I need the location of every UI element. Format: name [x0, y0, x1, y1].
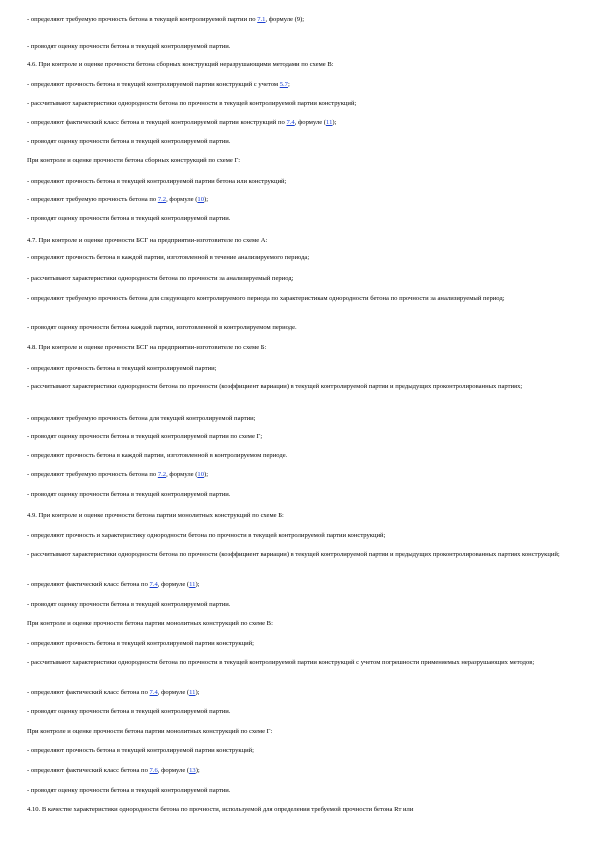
paragraph	[27, 177, 575, 186]
cross-reference-link[interactable]: 10	[197, 196, 204, 203]
paragraph-text: 4.8. При контроле и оценке прочности БСГ на предприятии-изготовителе по схеме Б:	[27, 344, 267, 351]
paragraph-text: );	[195, 767, 200, 774]
paragraph-text: - определяют требуемую прочность бетона по	[27, 196, 158, 203]
cross-reference-link[interactable]: 7.4	[286, 119, 295, 126]
paragraph	[27, 323, 575, 332]
paragraph-text: - определяют требуемую прочность бетона для текущей контролируемой партии;	[27, 415, 256, 422]
paragraph-text: - проводят оценку прочности бетона в текущей контролируемой партии.	[27, 43, 231, 50]
paragraph-text: );	[332, 119, 337, 126]
paragraph-text: 4.10. В качестве характеристики однородности бетона по прочности, используемой для определения требуемой прочности бетона Rт или	[27, 806, 414, 813]
paragraph-text: - определяют прочность и характеристику однородности бетона по прочности в текущей контролируемой партии конструкций;	[27, 532, 386, 539]
paragraph-text: , формуле (	[166, 196, 198, 203]
paragraph-text: );	[195, 581, 200, 588]
paragraph-text: - определяют прочность бетона в текущей контролируемой партии;	[27, 365, 217, 372]
cross-reference-link[interactable]: 7.4	[149, 581, 158, 588]
paragraph	[27, 531, 575, 540]
paragraph-text: - проводят оценку прочности бетона в текущей контролируемой партии.	[27, 138, 231, 145]
paragraph-text: - определяют прочность бетона в каждой партии, изготовленной в контролируемом периоде.	[27, 452, 288, 459]
paragraph-text: - определяют прочность бетона в текущей контролируемой партии бетона или конструкций;	[27, 178, 287, 185]
paragraph	[27, 619, 575, 628]
paragraph	[27, 490, 575, 499]
paragraph-text: , формуле (	[294, 119, 327, 126]
paragraph	[27, 236, 575, 245]
paragraph	[27, 253, 575, 262]
paragraph-text: - проводят оценку прочности бетона в текущей контролируемой партии.	[27, 491, 231, 498]
paragraph	[27, 766, 575, 775]
paragraph-text: - определяют прочность бетона в текущей контролируемой партии конструкций;	[27, 747, 254, 754]
paragraph-text: - проводят оценку прочности бетона в текущей контролируемой партии.	[27, 708, 231, 715]
paragraph	[27, 786, 575, 795]
paragraph	[27, 294, 575, 303]
cross-reference-link[interactable]: 10	[197, 471, 204, 478]
paragraph-text: - определяют требуемую прочность бетона в текущей контролируемой партии по	[27, 16, 258, 23]
paragraph	[27, 727, 575, 736]
paragraph	[27, 707, 575, 716]
paragraph	[27, 432, 575, 441]
paragraph-text: - рассчитывают характеристики однородности бетона по прочности (коэффициент вариации) в текущей контролируемой партии и предыдущих проконтролированных партиях конструкций;	[27, 551, 560, 558]
paragraph-text: - определяют фактический класс бетона по	[27, 581, 150, 588]
paragraph-text: - определяют фактический класс бетона по	[27, 767, 150, 774]
paragraph-text: - рассчитывают характеристики однородности бетона по прочности в текущей контролируемой партии конструкций;	[27, 100, 357, 107]
paragraph-text: При контроле и оценке прочности бетона партии монолитных конструкций по схеме В:	[27, 620, 273, 627]
paragraph-text: - определяют прочность бетона в каждой партии, изготовленной в течение анализируемого периода;	[27, 254, 310, 261]
cross-reference-link[interactable]: 11	[189, 581, 196, 588]
paragraph-text: - определяют прочность бетона в текущей контролируемой партии конструкций;	[27, 640, 254, 647]
paragraph	[27, 746, 575, 755]
paragraph	[27, 80, 575, 89]
paragraph	[27, 99, 575, 108]
paragraph-text: - проводят оценку прочности бетона в текущей контролируемой партии.	[27, 787, 231, 794]
cross-reference-link[interactable]: 7.1	[257, 16, 266, 23]
paragraph-text: - определяют фактический класс бетона в текущей контролируемой партии конструкций по	[27, 119, 287, 126]
paragraph	[27, 156, 575, 165]
paragraph-text: - проводят оценку прочности бетона каждой партии, изготовленной в контролируемом периоде.	[27, 324, 297, 331]
paragraph	[27, 414, 575, 423]
paragraph-text: - определяют требуемую прочность бетона по	[27, 471, 158, 478]
paragraph	[27, 343, 575, 352]
paragraph-text: );	[195, 689, 200, 696]
paragraph-text: - проводят оценку прочности бетона в текущей контролируемой партии.	[27, 601, 231, 608]
paragraph-text: , формуле (	[157, 767, 190, 774]
paragraph	[27, 639, 575, 648]
paragraph-text: 4.9. При контроле и оценке прочности бетона партии монолитных конструкций по схеме Б:	[27, 512, 284, 519]
paragraph	[27, 364, 575, 373]
cross-reference-link[interactable]: 11	[189, 689, 196, 696]
paragraph	[27, 688, 575, 697]
paragraph	[27, 511, 575, 520]
paragraph	[27, 805, 575, 814]
paragraph-text: , формуле (	[157, 689, 190, 696]
cross-reference-link[interactable]: 7.4	[149, 689, 158, 696]
paragraph-text: );	[204, 196, 209, 203]
paragraph-text: При контроле и оценке прочности бетона партии монолитных конструкций по схеме Г:	[27, 728, 273, 735]
cross-reference-link[interactable]: 7.2	[157, 471, 167, 478]
cross-reference-link[interactable]: 5.7	[279, 81, 288, 88]
cross-reference-link[interactable]: 7.2	[157, 196, 167, 203]
cross-reference-link[interactable]: 7.6	[149, 767, 158, 774]
paragraph-text: - проводят оценку прочности бетона в текущей контролируемой партии по схеме Г;	[27, 433, 263, 440]
paragraph-text: - проводят оценку прочности бетона в текущей контролируемой партии.	[27, 215, 231, 222]
paragraph	[27, 470, 575, 479]
cross-reference-link[interactable]: 11	[326, 119, 333, 126]
paragraph	[27, 195, 575, 204]
paragraph	[27, 118, 575, 127]
paragraph-text: - рассчитывают характеристики однородности бетона по прочности (коэффициент вариации) в текущей контролируемой партии и предыдущих проконтролированных партиях;	[27, 383, 523, 390]
paragraph-text: - рассчитывают характеристики однородности бетона по прочности в текущей контролируемой партии конструкций с учетом погрешности применяемых неразрушающих методов;	[27, 659, 535, 666]
paragraph	[27, 382, 575, 391]
paragraph	[27, 15, 575, 24]
paragraph	[27, 600, 575, 609]
paragraph-text: - определяют прочность бетона в текущей контролируемой партии конструкций с учетом	[27, 81, 280, 88]
paragraph	[27, 137, 575, 146]
paragraph	[27, 550, 575, 559]
paragraph	[27, 274, 575, 283]
paragraph	[27, 60, 575, 69]
paragraph	[27, 42, 575, 51]
paragraph-text: - рассчитывают характеристики однородности бетона по прочности за анализируемый период;	[27, 275, 294, 282]
paragraph-text: - определяют фактический класс бетона по	[27, 689, 150, 696]
cross-reference-link[interactable]: 13	[189, 767, 196, 774]
paragraph	[27, 451, 575, 460]
paragraph-text: При контроле и оценке прочности бетона сборных конструкций по схеме Г:	[27, 157, 241, 164]
paragraph	[27, 214, 575, 223]
paragraph	[27, 658, 575, 667]
paragraph-text: ;	[287, 81, 290, 88]
paragraph-text: 4.6. При контроле и оценке прочности бетона сборных конструкций неразрушающими методами по схеме В:	[27, 61, 334, 68]
paragraph-text: , формуле (	[166, 471, 198, 478]
paragraph-text: 4.7. При контроле и оценке прочности БСГ на предприятии-изготовителе по схеме А:	[27, 237, 268, 244]
paragraph-text: );	[204, 471, 209, 478]
paragraph-text: , формуле (9);	[265, 16, 305, 23]
paragraph	[27, 580, 575, 589]
paragraph-text: , формуле (	[157, 581, 190, 588]
paragraph-text: - определяют требуемую прочность бетона для следующего контролируемого периода по характеристикам однородности бетона по прочности за анализируемый период;	[27, 295, 505, 302]
